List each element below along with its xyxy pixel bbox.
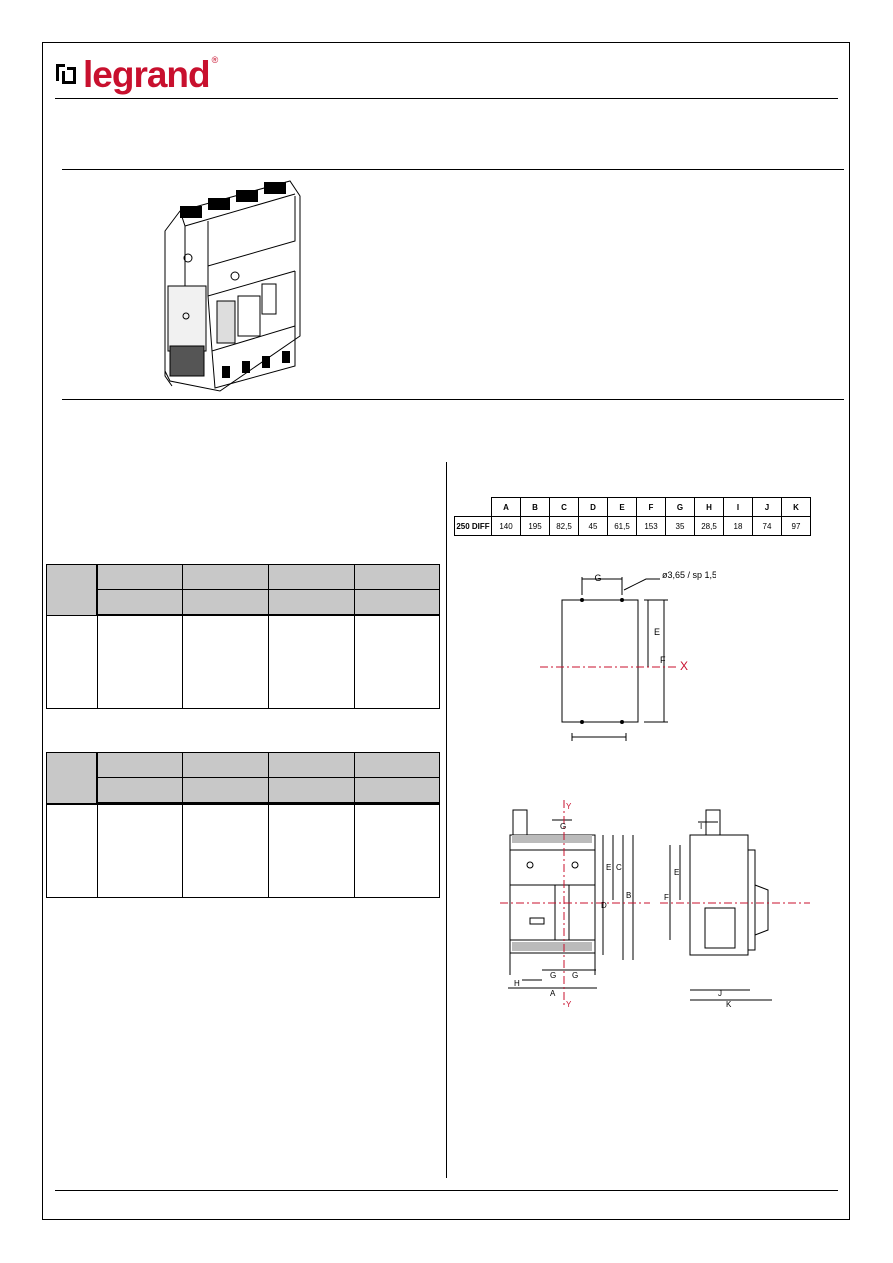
front-label-g-top: G bbox=[560, 822, 567, 831]
grid2-col-divider-2 bbox=[182, 753, 183, 897]
dimension-value-k: 97 bbox=[782, 517, 811, 536]
brand-name: legrand bbox=[83, 53, 210, 95]
front-axis-y-top: Y bbox=[566, 802, 572, 811]
front-label-h: H bbox=[514, 979, 520, 988]
dimension-value-g: 35 bbox=[666, 517, 695, 536]
column-divider bbox=[446, 462, 447, 1178]
dimension-header-e: E bbox=[608, 498, 637, 517]
dimensions-row-label: 250 DIFF bbox=[455, 517, 492, 536]
front-label-b: B bbox=[626, 891, 632, 900]
dimension-value-f: 153 bbox=[637, 517, 666, 536]
dimension-header-d: D bbox=[579, 498, 608, 517]
grid1-col-divider-4 bbox=[354, 565, 355, 708]
front-label-g2: G bbox=[572, 971, 579, 980]
front-label-e: E bbox=[606, 863, 612, 872]
front-axis-y-bottom: Y bbox=[566, 1000, 572, 1009]
dimension-header-f: F bbox=[637, 498, 666, 517]
dimension-header-j: J bbox=[753, 498, 782, 517]
dimension-value-j: 74 bbox=[753, 517, 782, 536]
grid2-col-divider-4 bbox=[354, 753, 355, 897]
grid2-body-row bbox=[47, 803, 439, 897]
drilling-label-g: G bbox=[594, 573, 602, 583]
dimension-header-h: H bbox=[695, 498, 724, 517]
dimension-header-k: K bbox=[782, 498, 811, 517]
grid2-col-divider-1 bbox=[97, 753, 98, 897]
dimension-value-i: 18 bbox=[724, 517, 753, 536]
dimensions-value-row bbox=[455, 517, 811, 536]
dimension-value-a: 140 bbox=[492, 517, 521, 536]
dimension-header-c: C bbox=[550, 498, 579, 517]
side-view-drawing bbox=[660, 800, 810, 1010]
front-label-d: D bbox=[601, 901, 607, 910]
legrand-logo-mark-icon bbox=[55, 63, 77, 85]
drilling-axis-x: X bbox=[680, 659, 689, 673]
grid2-corner-cell bbox=[47, 753, 97, 803]
dimension-header-b: B bbox=[521, 498, 550, 517]
side-label-k: K bbox=[726, 1000, 732, 1009]
spec-grid-table-2 bbox=[46, 752, 440, 898]
front-label-g1: G bbox=[550, 971, 557, 980]
grid1-col-divider-3 bbox=[268, 565, 269, 708]
drilling-label-e: E bbox=[654, 627, 661, 637]
drilling-hole-note: ø3,65 / sp 1,5 bbox=[662, 570, 716, 580]
side-label-f: F bbox=[664, 893, 669, 902]
dimension-header-a: A bbox=[492, 498, 521, 517]
dimension-header-g: G bbox=[666, 498, 695, 517]
dimensions-table bbox=[454, 497, 811, 536]
dimensions-header-row bbox=[455, 498, 811, 517]
spec-grid-table-1 bbox=[46, 564, 440, 709]
dimension-header-i: I bbox=[724, 498, 753, 517]
front-label-c: C bbox=[616, 863, 622, 872]
dimensions-corner-cell bbox=[455, 498, 492, 517]
drilling-label-f: F bbox=[660, 655, 666, 665]
dimension-value-c: 82,5 bbox=[550, 517, 579, 536]
front-view-drawing bbox=[500, 800, 650, 1010]
side-label-i: I bbox=[700, 822, 703, 831]
header-rule bbox=[55, 98, 838, 99]
dimension-value-h: 28,5 bbox=[695, 517, 724, 536]
dimension-value-b: 195 bbox=[521, 517, 550, 536]
breaker-product-illustration bbox=[160, 176, 310, 396]
grid1-col-divider-1 bbox=[97, 565, 98, 708]
product-band-top-rule bbox=[62, 169, 844, 170]
footer-rule bbox=[55, 1190, 838, 1191]
legrand-logo bbox=[55, 52, 218, 96]
grid2-col-divider-3 bbox=[268, 753, 269, 897]
front-label-a: A bbox=[550, 989, 556, 998]
product-band-bottom-rule bbox=[62, 399, 844, 400]
dimension-value-d: 45 bbox=[579, 517, 608, 536]
dimension-value-e: 61,5 bbox=[608, 517, 637, 536]
grid1-body-row bbox=[47, 615, 439, 708]
drilling-template-drawing bbox=[536, 565, 716, 745]
side-label-e: E bbox=[674, 868, 680, 877]
registered-mark: ® bbox=[211, 55, 219, 65]
side-label-j: J bbox=[718, 989, 722, 998]
grid1-corner-cell bbox=[47, 565, 97, 615]
grid1-col-divider-2 bbox=[182, 565, 183, 708]
